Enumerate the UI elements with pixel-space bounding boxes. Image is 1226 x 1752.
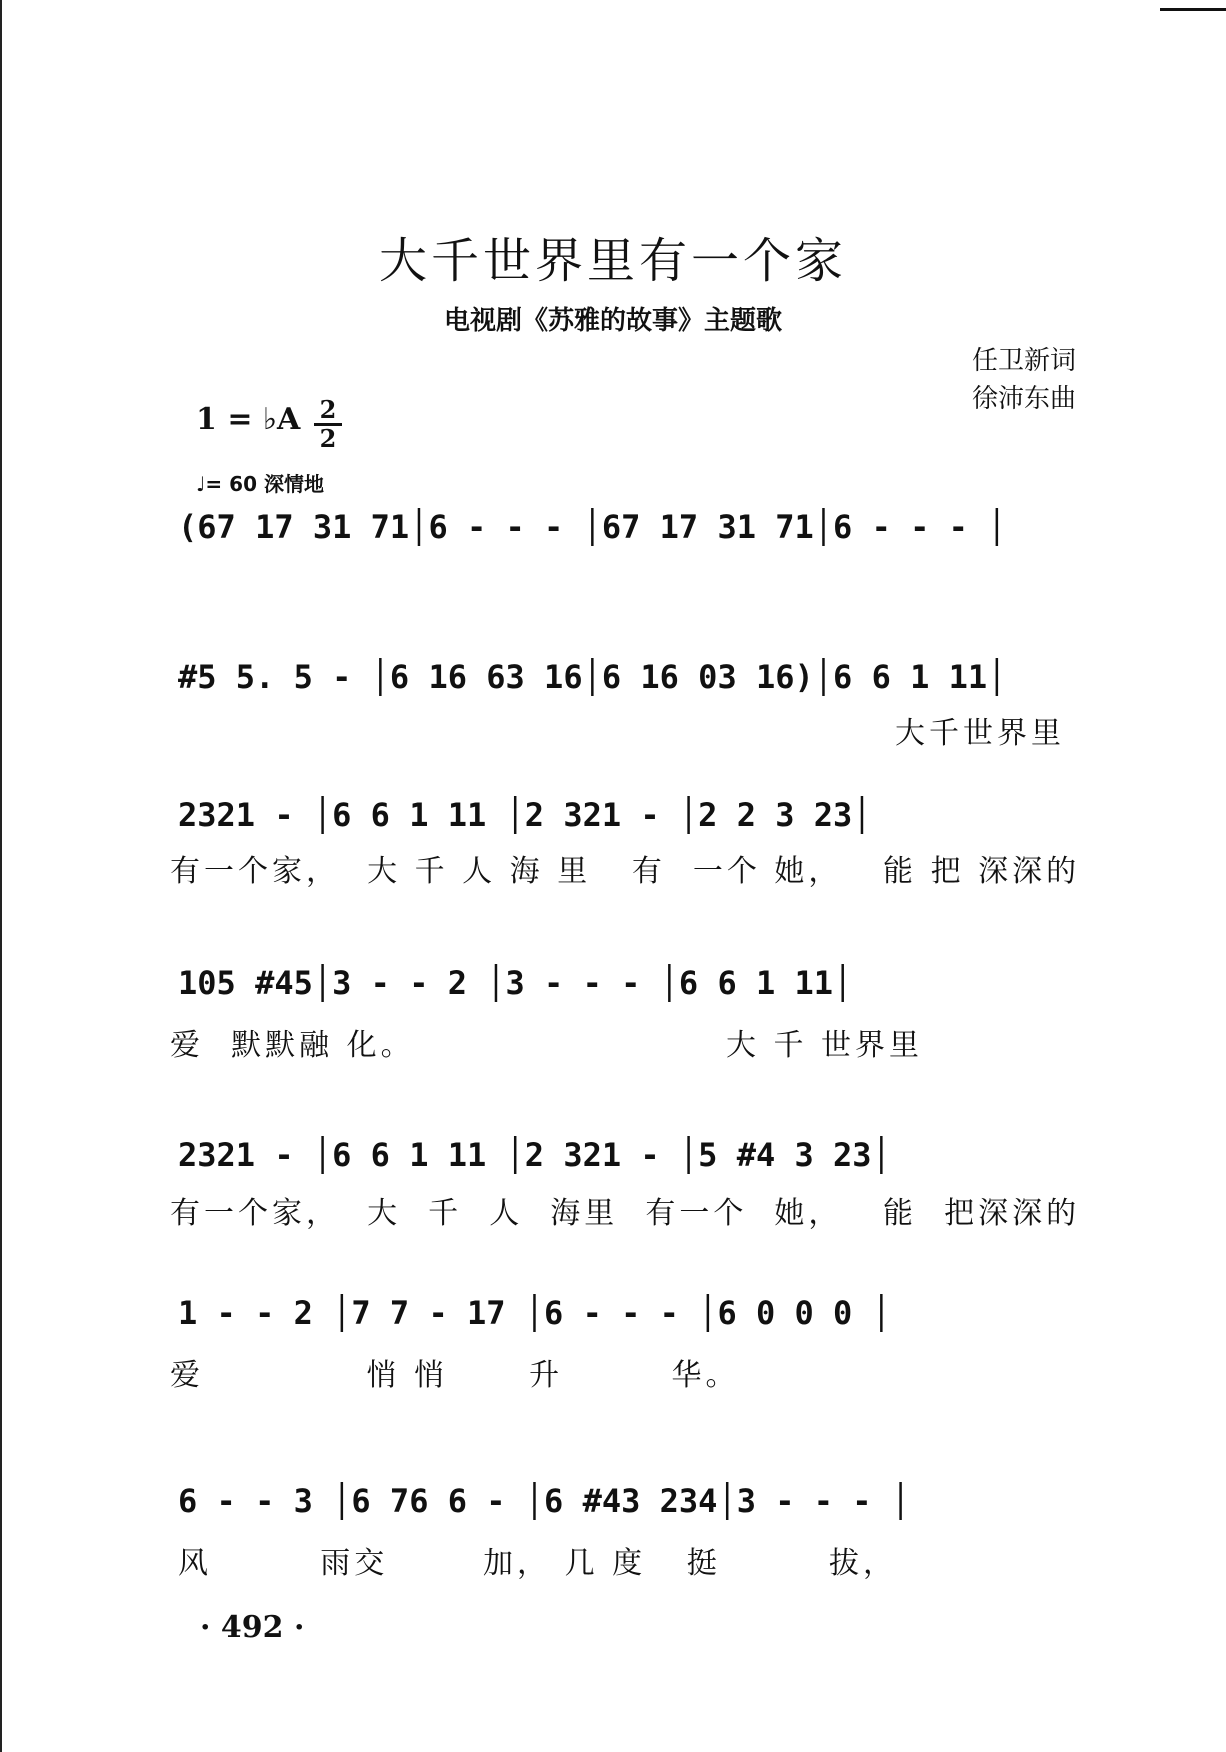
lyrics-system-5: 有一个家， 大 千 人 海里 有一个 她， 能 把深深的 xyxy=(170,1196,1081,1231)
notation-system-4: 105 #45│3 - - 2 │3 - - - │6 6 1 11│ xyxy=(178,964,853,1002)
notation-system-6: 1 - - 2 │7 7 - 17 │6 - - - │6 0 0 0 │ xyxy=(178,1294,891,1332)
lyricist-credit: 任卫新词 xyxy=(971,346,1076,376)
song-subtitle: 电视剧《苏雅的故事》主题歌 xyxy=(443,306,782,336)
notation-system-1: (67 17 31 71│6 - - - │67 17 31 71│6 - - - │ xyxy=(178,508,1007,546)
lyrics-system-6: 爱 悄 悄 升 华。 xyxy=(170,1358,740,1393)
time-signature xyxy=(314,395,342,453)
page-number: · 492 · xyxy=(200,1610,305,1645)
time-signature-top: 2 xyxy=(319,395,337,424)
tempo-marking: ♩= 60 深情地 xyxy=(196,472,324,496)
notation-system-3: 2321 - │6 6 1 11 │2 321 - │2 2 3 23│ xyxy=(178,796,872,834)
song-title: 大千世界里有一个家 xyxy=(378,233,847,289)
notation-system-5: 2321 - │6 6 1 11 │2 321 - │5 #4 3 23│ xyxy=(178,1136,891,1174)
time-signature-bottom: 2 xyxy=(319,424,337,453)
key-signature: 1 = ♭A xyxy=(196,402,301,437)
notation-system-7: 6 - - 3 │6 76 6 - │6 #43 234│3 - - - │ xyxy=(178,1482,911,1520)
lyrics-system-2: 大千世界里 xyxy=(895,716,1065,751)
notation-system-2: #5 5. 5 - │6 16 63 16│6 16 03 16)│6 6 1 11│ xyxy=(178,658,1007,696)
composer-credit: 徐沛东曲 xyxy=(971,384,1076,414)
lyrics-system-7: 风 雨交 加， 几 度 挺 拔， xyxy=(178,1546,898,1581)
lyrics-system-4: 爱 默默融 化。 大 千 世界里 xyxy=(170,1028,924,1063)
lyrics-system-3: 有一个家， 大 千 人 海 里 有 一个 她， 能 把 深深的 xyxy=(170,854,1081,889)
scan-top-mark xyxy=(1160,8,1226,11)
